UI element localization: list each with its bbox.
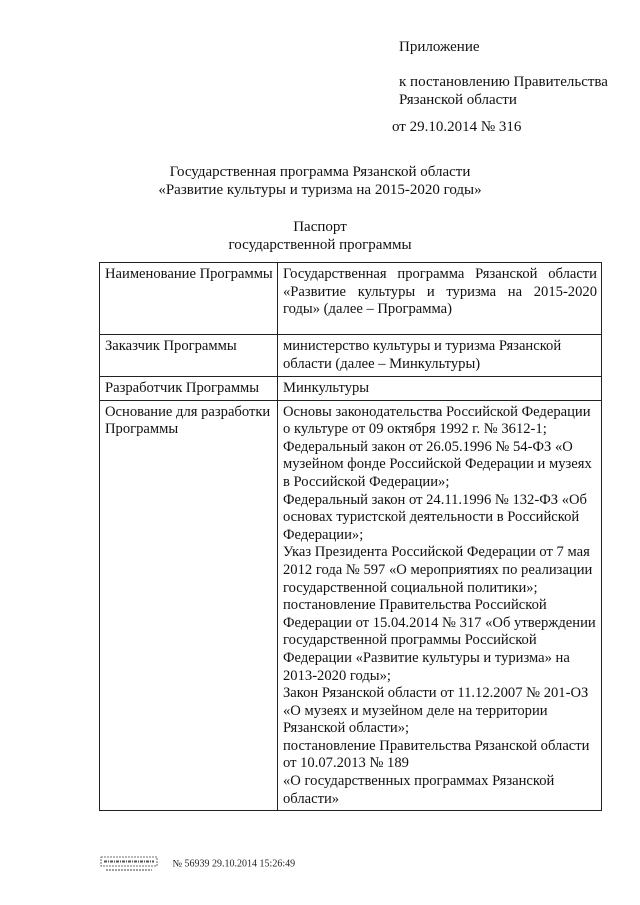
decree-reference: к постановлению Правительства	[399, 74, 608, 90]
decree-date-number: от 29.10.2014 № 316	[392, 119, 522, 135]
appendix-label: Приложение	[399, 39, 480, 55]
table-row	[100, 400, 602, 811]
registration-number: № 56939 29.10.2014 15:26:49	[172, 858, 296, 870]
document-footer	[100, 855, 295, 873]
list-item: Указ Президента Российской Федерации от 7 мая 2012 года № 597 «О мероприятиях по реализации государственной социальной политики»;	[283, 544, 593, 596]
passport-heading: Паспорт	[293, 219, 347, 235]
list-item: Закон Рязанской области от 11.12.2007 № 201-ОЗ «О музеях и музейном деле на территории Рязанской области»;	[283, 685, 589, 737]
row-value: Государственная программа Рязанской области «Развитие культуры и туризма на 2015-2020 годы» (далее – Программа)	[278, 263, 602, 335]
row-label: Заказчик Программы	[100, 335, 278, 377]
list-item: Федеральный закон от 24.11.1996 № 132-ФЗ «Об основах туристской деятельности в Российской Федерации»;	[283, 491, 587, 543]
list-item: «О государственных программах Рязанской области»	[283, 773, 555, 807]
list-item: постановление Правительства Рязанской области от 10.07.2013 № 189	[283, 737, 590, 772]
passport-table	[99, 262, 602, 811]
row-label: Наименование Программы	[100, 263, 278, 335]
list-item: постановление Правительства Российской Федерации от 15.04.2014 № 317 «Об утверждении государственной программы Российской Федерации «Развитие культуры и туризма» на 2013-2020 годы»;	[283, 597, 596, 684]
table-row	[100, 263, 602, 335]
row-value-list	[278, 400, 602, 811]
list-item: Основы законодательства Российской Федерации о культуре от 09 октября 1992 г. № 3612-1;	[283, 403, 591, 438]
region-name: Рязанской области	[399, 92, 517, 108]
list-item: Федеральный закон от 26.05.1996 № 54-ФЗ «О музейном фонде Российской Федерации и музеях в Российской Федерации»;	[283, 438, 592, 490]
program-title: Государственная программа Рязанской области	[169, 164, 471, 180]
row-label: Основание для разработки Программы	[100, 400, 278, 811]
table-row	[100, 377, 602, 401]
row-label: Разработчик Программы	[100, 377, 278, 401]
row-value: министерство культуры и туризма Рязанской области (далее – Минкультуры)	[278, 335, 602, 377]
stamp-icon	[100, 855, 160, 873]
row-value: Минкультуры	[278, 377, 602, 401]
passport-subheading: государственной программы	[228, 237, 412, 253]
table-row	[100, 335, 602, 377]
program-subtitle: «Развитие культуры и туризма на 2015-2020 годы»	[158, 182, 482, 198]
